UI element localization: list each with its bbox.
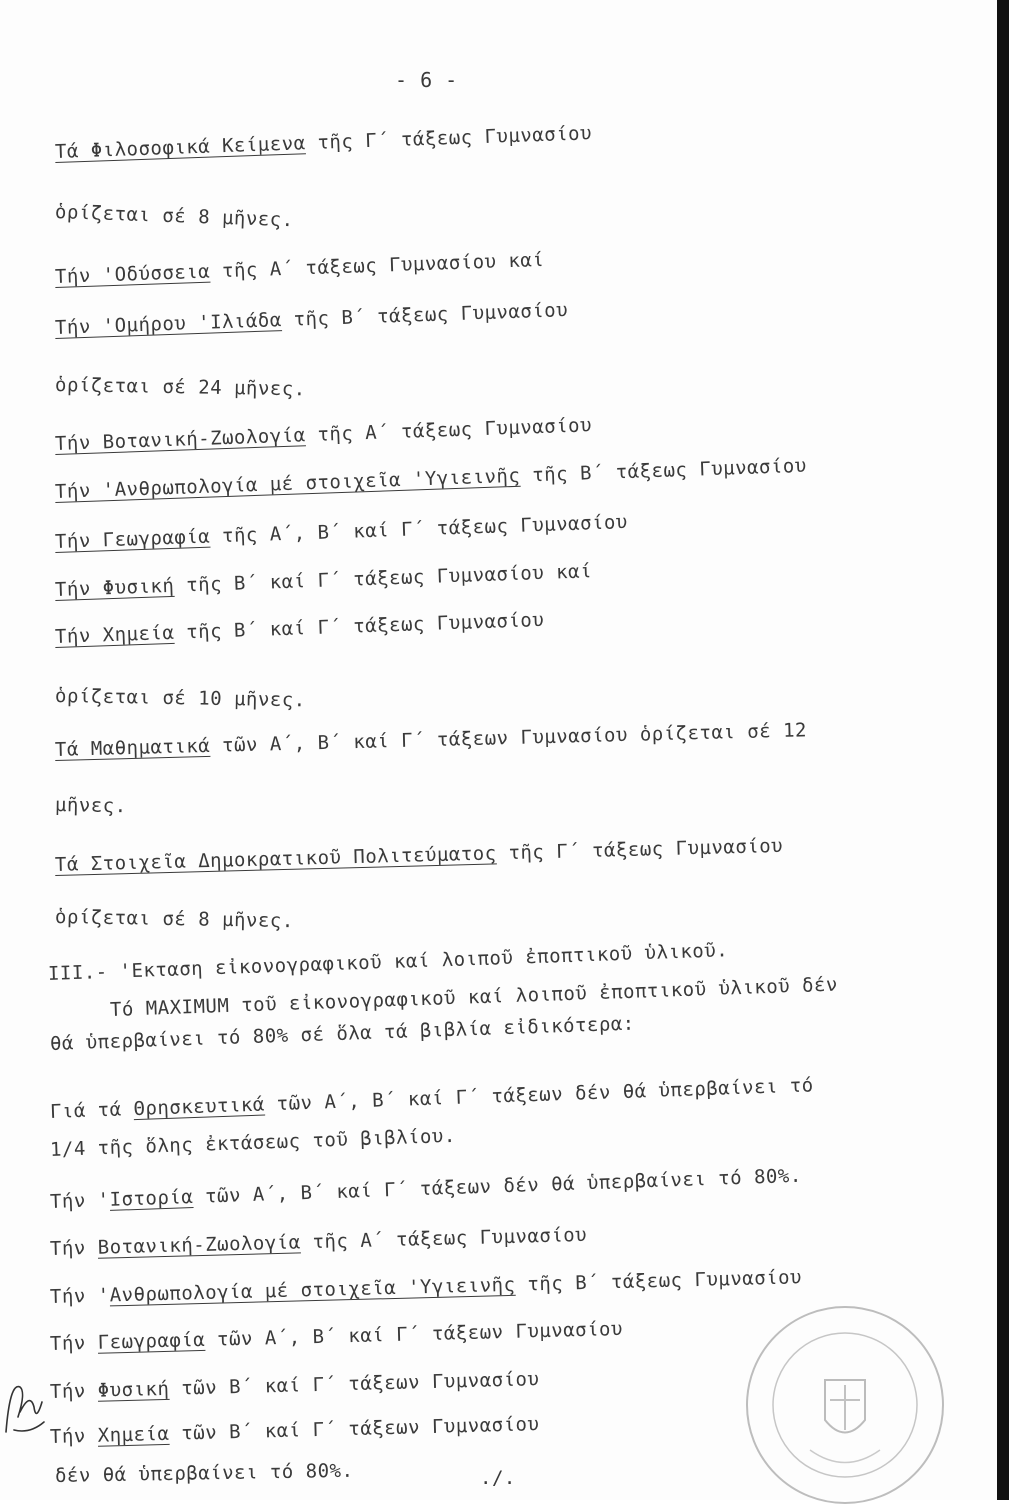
text-line: θά ὑπερβαίνει τό 80% σέ ὅλα τά βιβλία εἰδικότερα:: [49, 1012, 636, 1055]
line-text: τῆς Β΄ καί Γ΄ τάξεως Γυμνασίου καί: [173, 560, 593, 597]
line-text: τῶν Α΄, Β΄ καί Γ΄ τάξεων δέν θά ὑπερβαίνει τό: [264, 1074, 815, 1116]
text-line: [55, 559, 593, 602]
subject-title: Τά Στοιχεῖα Δημοκρατικοῦ Πολιτεύματος: [54, 842, 497, 876]
line-text: τῆς Γ΄ τάξεως Γυμνασίου: [496, 834, 784, 865]
line-text: τῆς Β΄ τάξεως Γυμνασίου: [519, 454, 808, 487]
subject-title: Τήν Γεωγραφία: [54, 525, 211, 553]
subject-title: Θρησκευτικά: [133, 1093, 266, 1121]
subject-title: Τήν Φυσική: [54, 574, 175, 601]
text-line: [55, 298, 569, 340]
line-text: τῶν Α΄, Β΄ καί Γ΄ τάξεων Γυμνασίου: [204, 1318, 624, 1351]
subject-title: Τήν 'Οδύσσεια: [54, 260, 211, 288]
line-text: τῶν Α΄, Β΄ καί Γ΄ τάξεων Γυμνασίου ὁρίζεται σέ 12: [209, 719, 808, 757]
text-line: [55, 248, 545, 289]
line-text: τῆς Α΄, Β΄ καί Γ΄ τάξεως Γυμνασίου: [209, 511, 629, 548]
section-heading: III.- 'Εκταση εἰκονογραφικοῦ καί λοιποῦ ἐποπτικοῦ ὑλικοῦ.: [47, 939, 729, 985]
text-line: [55, 413, 593, 456]
subject-title: Χημεία: [97, 1422, 170, 1447]
subject-title: Φυσική: [97, 1377, 170, 1402]
subject-title: Ιστορία: [109, 1186, 194, 1211]
subject-title: Βοτανική-Ζωολογία: [97, 1231, 301, 1259]
line-text: Τήν: [49, 1379, 99, 1403]
line-text: τῆς Β΄ τάξεως Γυμνασίου: [515, 1266, 803, 1296]
text-line: [55, 454, 808, 504]
duration-line: ὁρίζεται σέ 8 μῆνες.: [54, 201, 295, 232]
text-line: [50, 1367, 540, 1404]
continuation-mark: ./.: [480, 1467, 516, 1489]
subject-title: Τά Μαθηματικά: [54, 734, 211, 761]
line-text: τῶν Β΄ καί Γ΄ τάξεων Γυμνασίου: [169, 1368, 540, 1400]
line-text: τῶν Α΄, Β΄ καί Γ΄ τάξεων δέν θά ὑπερβαίνει τό 80%.: [192, 1164, 803, 1208]
scan-edge: [997, 0, 1009, 1500]
subject-title: Ανθρωπολογία μέ στοιχεῖα 'Υγιεινῆς: [109, 1273, 516, 1307]
line-text: τῆς Β΄ καί Γ΄ τάξεως Γυμνασίου: [173, 608, 545, 644]
text-line: [50, 1412, 540, 1449]
duration-line: ὁρίζεται σέ 8 μῆνες.: [54, 906, 294, 933]
closing-line: δέν θά ὑπερβαίνει τό 80%.: [54, 1459, 354, 1487]
text-line: [55, 718, 808, 762]
text-line: [55, 121, 593, 164]
line-text: Τήν: [49, 1424, 99, 1448]
text-line: [50, 1073, 814, 1124]
text-line: [55, 510, 629, 554]
line-text: τῆς Γ΄ τάξεως Γυμνασίου: [305, 122, 593, 155]
text-line: [55, 608, 545, 649]
subject-title: Τήν Χημεία: [54, 621, 175, 648]
text-line: [50, 1164, 803, 1214]
line-text: Τήν: [49, 1236, 99, 1260]
cross-icon: [830, 1385, 860, 1430]
handwritten-initials-signature: [0, 1372, 48, 1442]
text-line: μῆνες.: [54, 794, 127, 818]
text-line: Τό MAXIMUM τοῦ εἰκονογραφικοῦ καί λοιποῦ ἐποπτικοῦ ὑλικοῦ δέν: [109, 973, 839, 1021]
line-text: τῆς Α΄ τάξεως Γυμνασίου καί: [209, 248, 545, 283]
subject-title: Γεωγραφία: [97, 1328, 206, 1354]
line-text: τῆς Α΄ τάξεως Γυμνασίου: [305, 414, 593, 447]
subject-title: Τήν Βοτανική-Ζωολογία: [54, 424, 306, 455]
line-text: τῆς Β΄ τάξεως Γυμνασίου: [281, 299, 569, 332]
page-number: - 6 -: [395, 68, 458, 92]
line-text: Τήν ': [49, 1284, 110, 1308]
duration-line: ὁρίζεται σέ 24 μῆνες.: [54, 374, 306, 401]
line-text: Τήν ': [49, 1188, 111, 1213]
text-line: [50, 1223, 588, 1261]
wreath-icon: [810, 1450, 880, 1463]
text-line: 1/4 τῆς ὅλης ἐκτάσεως τοῦ βιβλίου.: [49, 1124, 457, 1161]
text-line: [50, 1317, 624, 1356]
official-seal-stamp: [740, 1300, 950, 1510]
duration-line: ὁρίζεται σέ 10 μῆνες.: [54, 685, 306, 712]
text-line: [55, 834, 784, 877]
subject-title: Τά Φιλοσοφικά Κείμενα: [54, 132, 306, 163]
line-text: τῶν Β΄ καί Γ΄ τάξεων Γυμνασίου: [169, 1413, 540, 1445]
line-text: Γιά τά: [49, 1098, 134, 1123]
text-line: [50, 1265, 803, 1309]
subject-title: Τήν 'Ανθρωπολογία μέ στοιχεῖα 'Υγιεινῆς: [54, 464, 521, 503]
line-text: Τήν: [49, 1331, 99, 1355]
line-text: τῆς Α΄ τάξεως Γυμνασίου: [300, 1223, 588, 1254]
subject-title: Τήν 'Ομήρου 'Ιλιάδα: [54, 309, 283, 339]
